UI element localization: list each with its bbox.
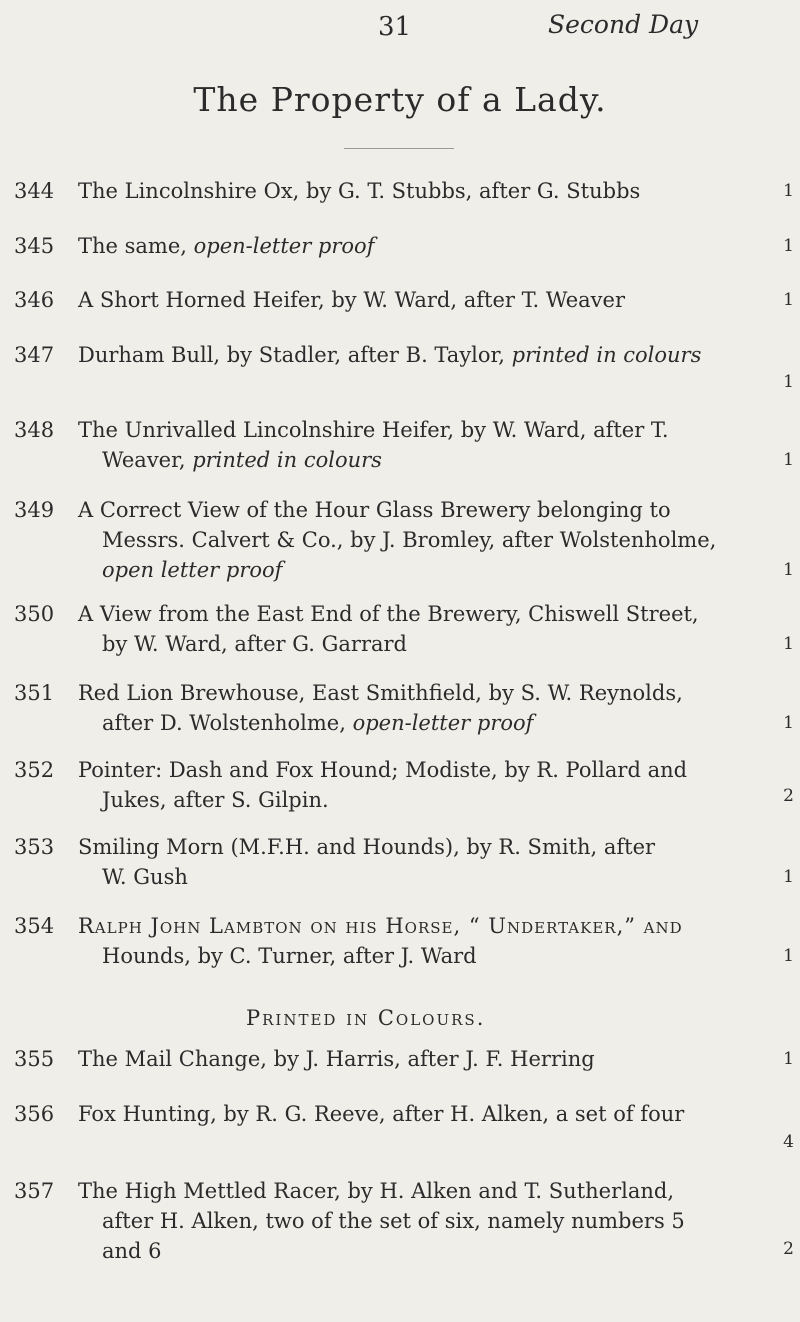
lot-description: A Short Horned Heifer, by W. Ward, after T. Weaver [78, 288, 626, 312]
lot-quantity: 1 [783, 181, 794, 201]
lot-description: The Unrivalled Lincolnshire Heifer, by W. Ward, after T. [78, 418, 669, 442]
lot-number: 350 [14, 602, 55, 626]
lot-description: The High Mettled Racer, by H. Alken and T. Sutherland, [78, 1179, 674, 1203]
lot-description-cont: W. Gush [102, 865, 188, 889]
lot-quantity: 1 [783, 867, 794, 887]
lot-number: 357 [14, 1179, 55, 1203]
lot-title: The same, [78, 234, 194, 258]
lot-description: Red Lion Brewhouse, East Smithfield, by S. W. Reynolds, [78, 681, 683, 705]
lot-description-cont: after H. Alken, two of the set of six, namely numbers 5 [102, 1209, 685, 1233]
lot-title: Weaver, [102, 448, 193, 472]
lot-description: The Mail Change, by J. Harris, after J. F. Herring [78, 1047, 595, 1071]
lot-quantity: 1 [783, 450, 794, 470]
lot-quantity: 1 [783, 946, 794, 966]
lot-description: A View from the East End of the Brewery, Chiswell Street, [78, 602, 699, 626]
lot-quantity: 1 [783, 1049, 794, 1069]
lot-description-cont: Jukes, after S. Gilpin. [102, 788, 329, 812]
lot-description: Smiling Morn (M.F.H. and Hounds), by R. Smith, after [78, 835, 656, 859]
lot-title: after D. Wolstenholme, [102, 711, 353, 735]
section-heading: Printed in Colours. [246, 1006, 486, 1030]
lot-description [78, 911, 760, 941]
lot-description [78, 340, 760, 370]
lot-description: The Lincolnshire Ox, by G. T. Stubbs, after G. Stubbs [78, 179, 641, 203]
lot-description-cont [102, 555, 784, 585]
lot-number: 344 [14, 179, 55, 203]
lot-title: Durham Bull, by Stadler, after B. Taylor, [78, 343, 512, 367]
lot-number: 353 [14, 835, 55, 859]
lot-number: 349 [14, 498, 55, 522]
page-title: The Property of a Lady. [193, 80, 607, 119]
lot-description-cont [102, 445, 784, 475]
lot-quantity: 2 [783, 1239, 794, 1259]
lot-quantity: 1 [783, 713, 794, 733]
lot-description-cont: and 6 [102, 1239, 162, 1263]
lot-note: open-letter proof [352, 711, 534, 735]
sale-day: Second Day [548, 10, 699, 39]
lot-number: 355 [14, 1047, 55, 1071]
page-number: 31 [378, 12, 412, 42]
lot-number: 348 [14, 418, 55, 442]
lot-description-cont [102, 708, 784, 738]
lot-description: Fox Hunting, by R. G. Reeve, after H. Alken, a set of four [78, 1102, 685, 1126]
lot-number: 347 [14, 343, 55, 367]
lot-description-cont: Hounds, by C. Turner, after J. Ward [102, 944, 477, 968]
title-rule [344, 148, 454, 149]
lot-note: printed in colours [511, 343, 702, 367]
lot-description-cont: Messrs. Calvert & Co., by J. Bromley, after Wolstenholme, [102, 528, 717, 552]
lot-description [78, 231, 760, 261]
lot-description: Pointer: Dash and Fox Hound; Modiste, by R. Pollard and [78, 758, 688, 782]
lot-note: printed in colours [192, 448, 382, 472]
lot-title-cont: “ Undertaker,” and [461, 914, 683, 938]
lot-description: A Correct View of the Hour Glass Brewery belonging to [78, 498, 671, 522]
lot-number: 345 [14, 234, 55, 258]
lot-number: 356 [14, 1102, 55, 1126]
lot-title: Ralph John Lambton on his Horse, [78, 914, 462, 938]
lot-quantity: 1 [783, 560, 794, 580]
lot-number: 352 [14, 758, 55, 782]
lot-quantity: 1 [783, 236, 794, 256]
lot-quantity: 1 [783, 372, 794, 392]
lot-number: 354 [14, 914, 55, 938]
lot-quantity: 1 [783, 634, 794, 654]
lot-number: 351 [14, 681, 55, 705]
lot-note: open-letter proof [193, 234, 375, 258]
lot-note: open letter proof [102, 558, 283, 582]
lot-quantity: 1 [783, 290, 794, 310]
lot-quantity: 2 [783, 786, 794, 806]
lot-number: 346 [14, 288, 55, 312]
lot-quantity: 4 [783, 1132, 794, 1152]
lot-description-cont: by W. Ward, after G. Garrard [102, 632, 407, 656]
